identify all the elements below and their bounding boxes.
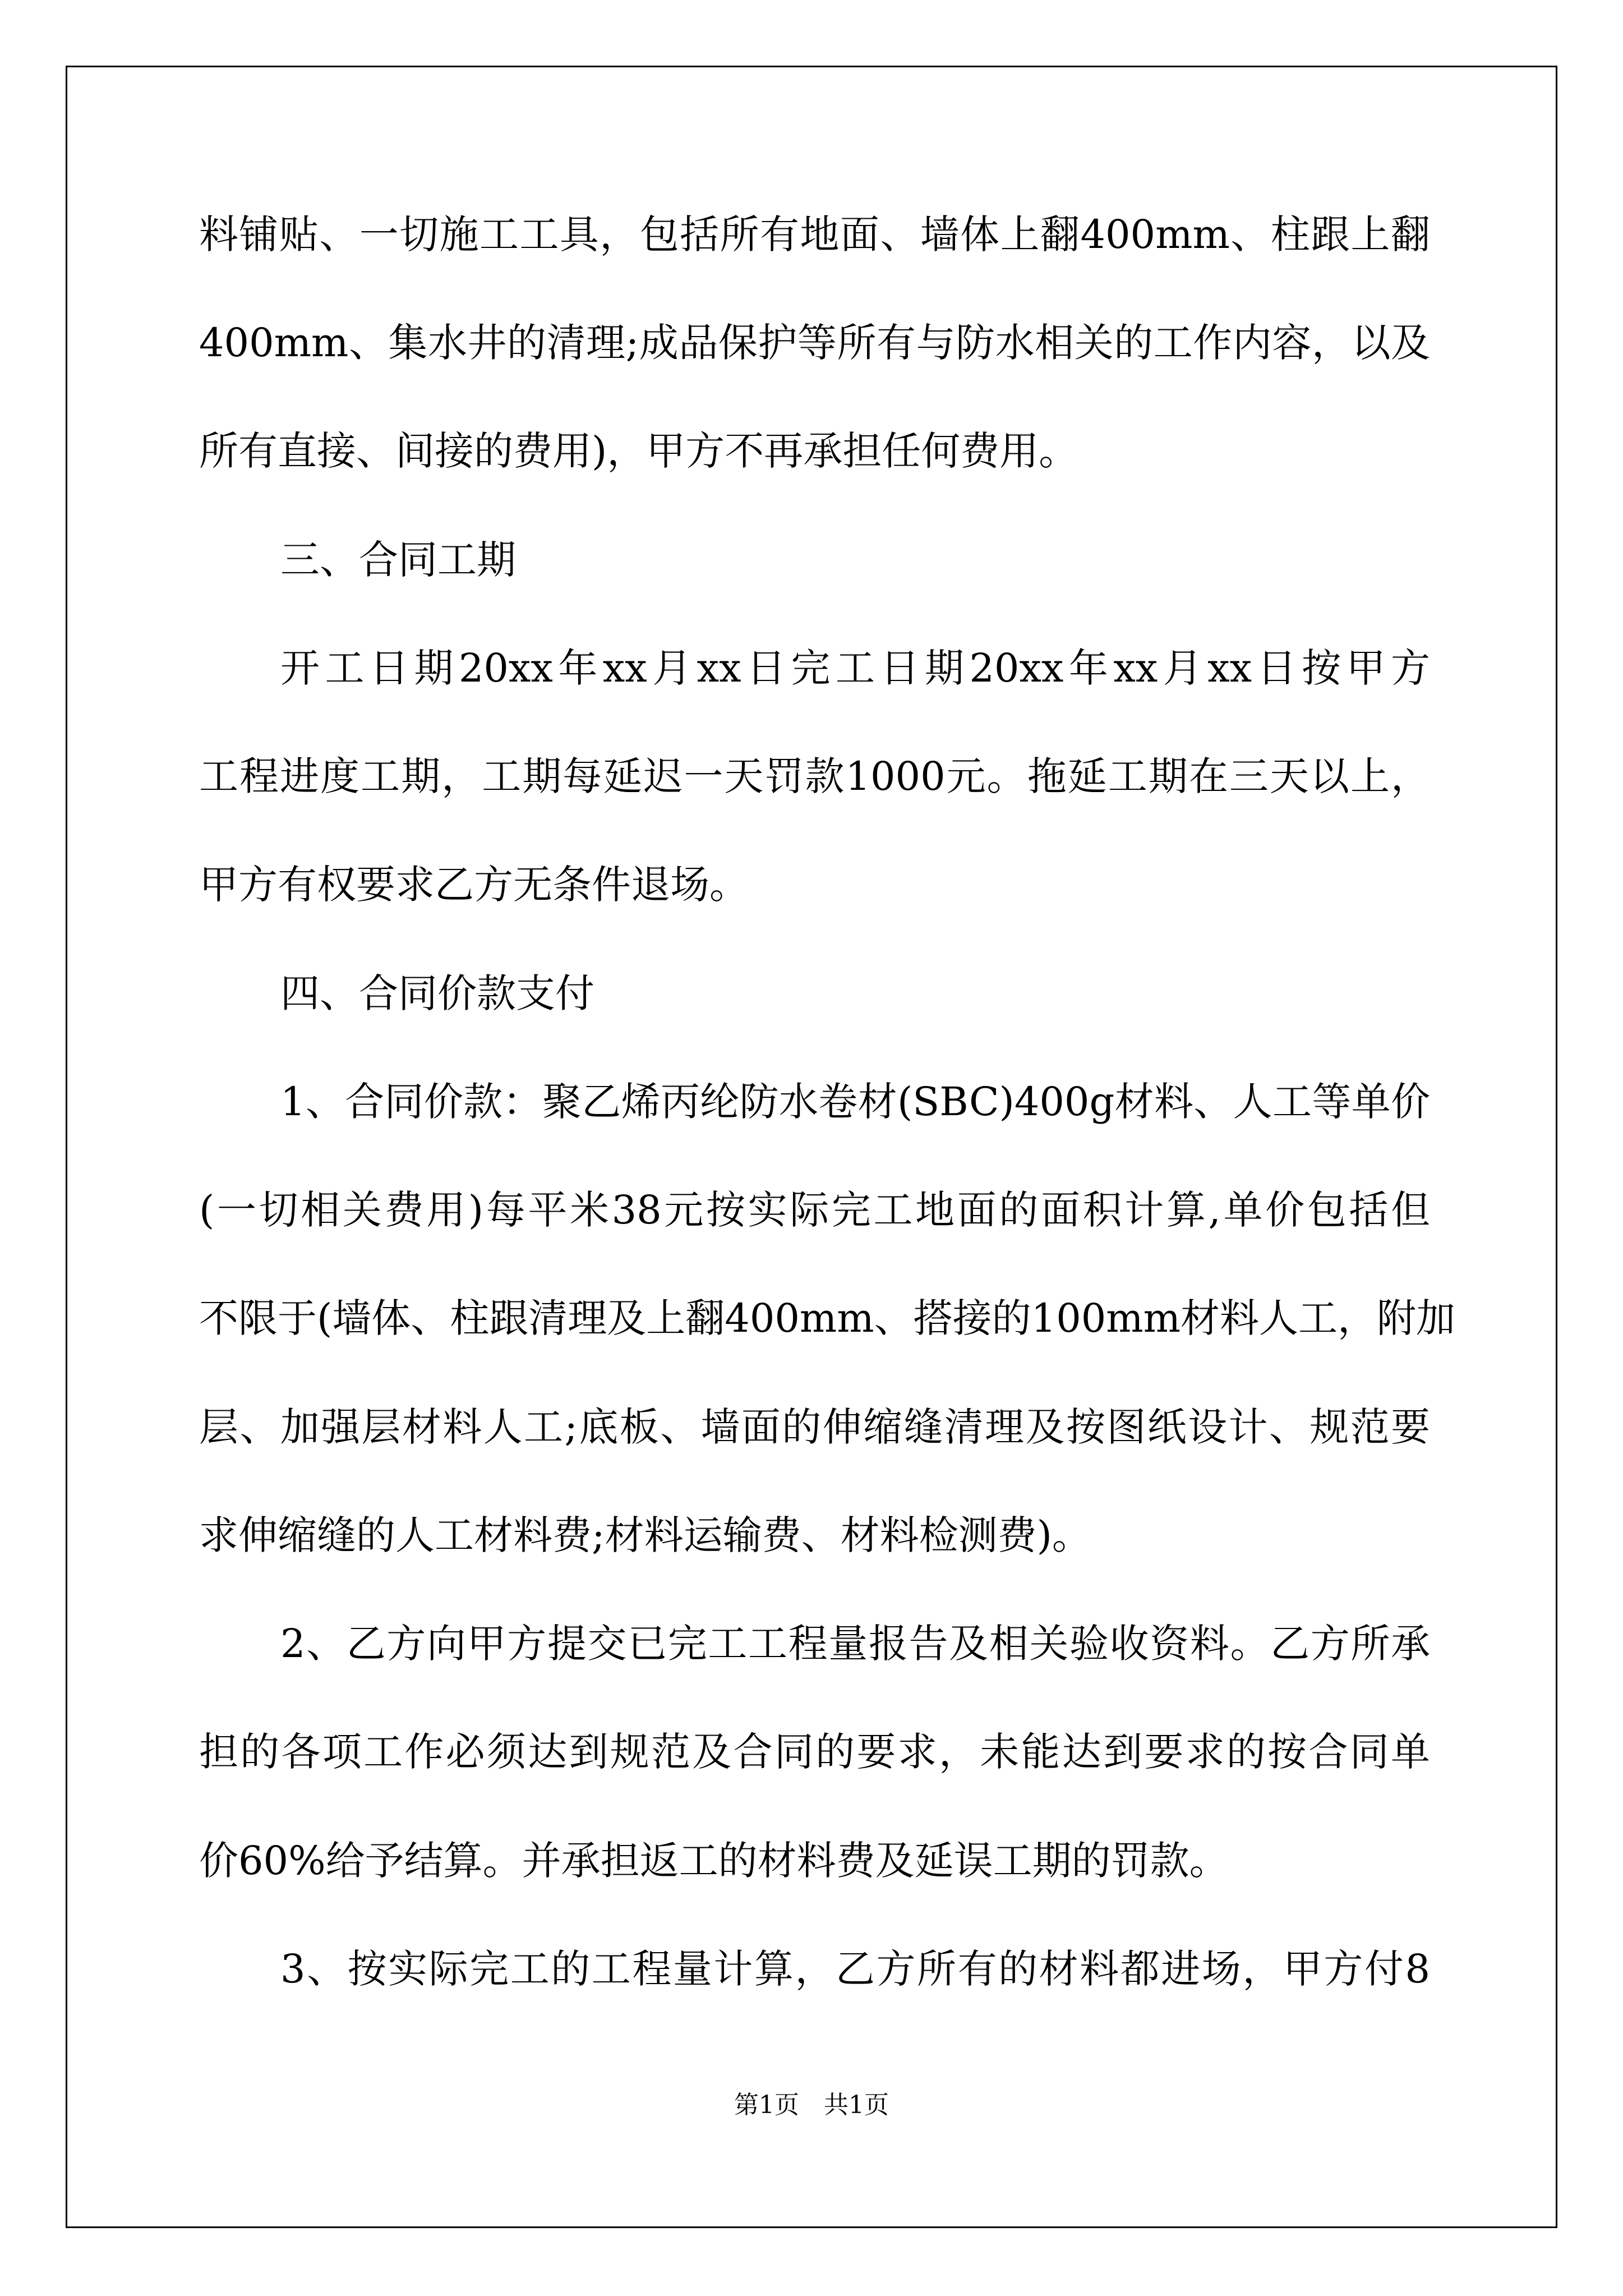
paragraph-line: 1、合同价款：聚乙烯丙纶防水卷材(SBC)400g材料、人工等单价 (280, 1079, 1430, 1125)
paragraph-line: 价60%给予结算。并承担返工的材料费及延误工期的罚款。 (199, 1838, 1229, 1884)
section-heading: 四、合同价款支付 (280, 970, 594, 1016)
page-footer: 第1页 共1页 (734, 2091, 889, 2119)
paragraph-line: 甲方有权要求乙方无条件退场。 (199, 862, 749, 908)
paragraph-line: 料铺贴、一切施工工具，包括所有地面、墙体上翻400mm、柱跟上翻 (199, 211, 1430, 257)
paragraph-line: 层、加强层材料人工;底板、墙面的伸缩缝清理及按图纸设计、规范要 (199, 1404, 1430, 1450)
paragraph-line: 工程进度工期，工期每延迟一天罚款1000元。拖延工期在三天以上， (199, 753, 1430, 799)
page-border (66, 66, 1557, 2228)
section-heading: 三、合同工期 (280, 537, 516, 583)
paragraph-line: 求伸缩缝的人工材料费;材料运输费、材料检测费)。 (199, 1512, 1091, 1558)
paragraph-line: 不限于(墙体、柱跟清理及上翻400mm、搭接的100mm材料人工，附加 (199, 1295, 1456, 1341)
paragraph-line: 所有直接、间接的费用)，甲方不再承担任何费用。 (199, 428, 1078, 474)
paragraph-line: 3、按实际完工的工程量计算，乙方所有的材料都进场，甲方付8 (280, 1946, 1430, 1992)
paragraph-line: (一切相关费用)每平米38元按实际完工地面的面积计算,单价包括但 (199, 1187, 1430, 1233)
paragraph-line: 开工日期20xx年xx月xx日完工日期20xx年xx月xx日按甲方 (280, 645, 1430, 691)
paragraph-line: 2、乙方向甲方提交已完工工程量报告及相关验收资料。乙方所承 (280, 1621, 1430, 1667)
paragraph-line: 担的各项工作必须达到规范及合同的要求，未能达到要求的按合同单 (199, 1729, 1430, 1775)
paragraph-line: 400mm、集水井的清理;成品保护等所有与防水相关的工作内容，以及 (199, 320, 1430, 366)
